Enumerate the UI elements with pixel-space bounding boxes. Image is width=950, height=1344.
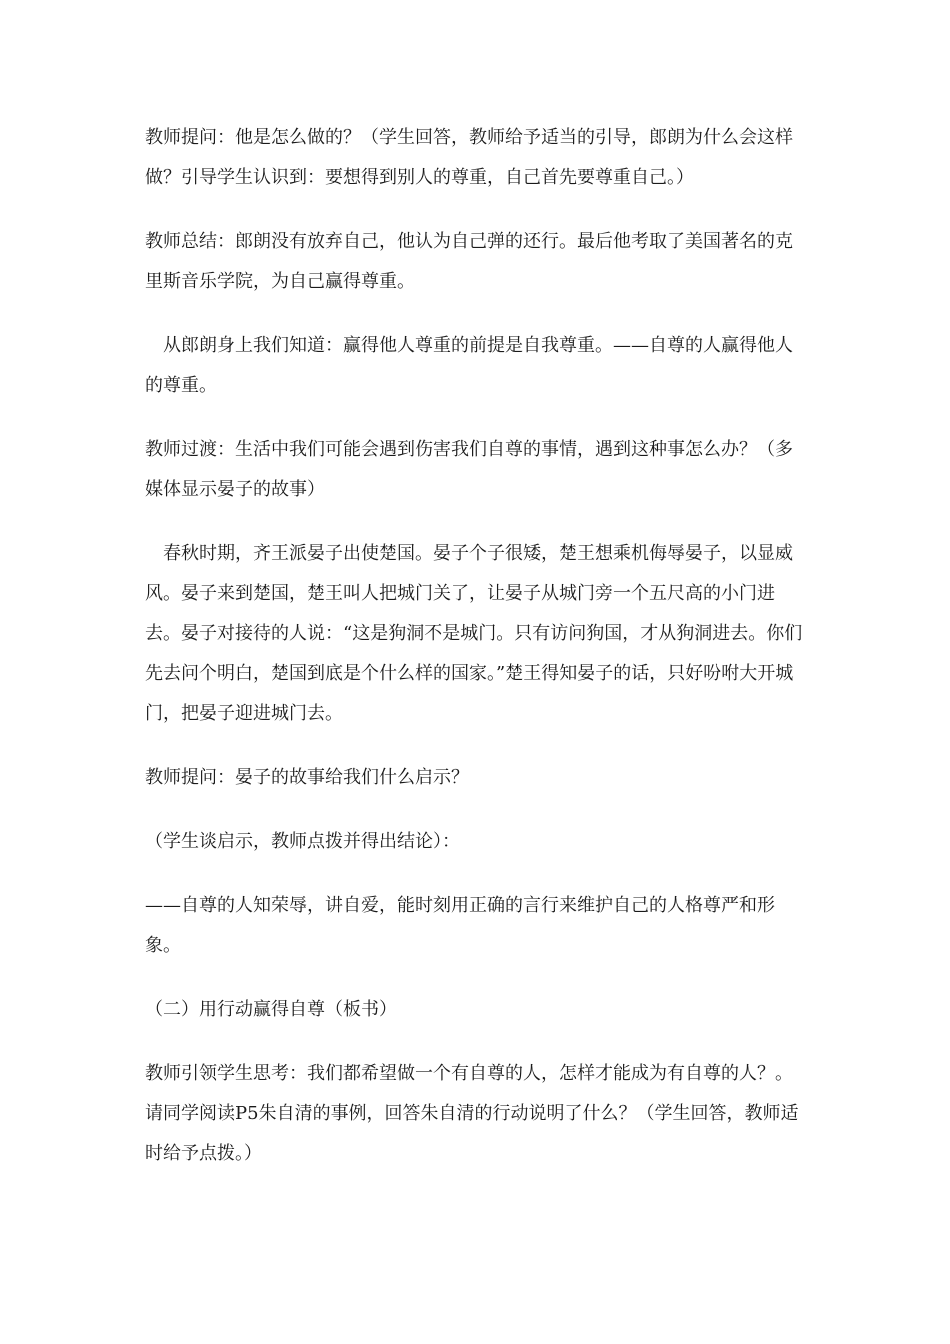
paragraph-teacher-question-2: 教师提问：晏子的故事给我们什么启示？	[145, 767, 469, 788]
paragraph-teacher-guidance: 教师引领学生思考：我们都希望做一个有自尊的人，怎样才能成为有自尊的人？。请同学阅读P5朱自清的事例，回答朱自清的行动说明了什么？（学生回答，教师适时给予点拨。）	[145, 1063, 799, 1164]
paragraph-langlang-lesson: 从郎朗身上我们知道：赢得他人尊重的前提是自我尊重。——自尊的人赢得他人的尊重。	[145, 335, 793, 396]
paragraph-teacher-transition: 教师过渡：生活中我们可能会遇到伤害我们自尊的事情，遇到这种事怎么办？（多媒体显示晏子的故事）	[145, 439, 793, 500]
paragraph-yanzi-story: 春秋时期，齐王派晏子出使楚国。晏子个子很矮，楚王想乘机侮辱晏子，以显威风。晏子来到楚国，楚王叫人把城门关了，让晏子从城门旁一个五尺高的小门进去。晏子对接待的人说：“这是狗洞不是城门。只有访问狗国，才从狗洞进去。你们先去问个明白，楚国到底是个什么样的国家。”楚王得知晏子的话，只好吩咐大开城门，把晏子迎进城门去。	[145, 543, 803, 724]
paragraph-teacher-summary: 教师总结：郎朗没有放弃自己，他认为自己弹的还行。最后他考取了美国著名的克里斯音乐学院，为自己赢得尊重。	[145, 231, 793, 292]
document-body	[145, 118, 805, 1198]
paragraph-teacher-question-1: 教师提问：他是怎么做的？（学生回答，教师给予适当的引导，郎朗为什么会这样做？引导学生认识到：要想得到别人的尊重，自己首先要尊重自己。）	[145, 127, 793, 188]
paragraph-student-discussion: （学生谈启示，教师点拨并得出结论）：	[145, 831, 460, 852]
paragraph-conclusion: ——自尊的人知荣辱，讲自爱，能时刻用正确的言行来维护自己的人格尊严和形象。	[145, 895, 775, 956]
section-heading: （二）用行动赢得自尊（板书）	[145, 999, 397, 1020]
